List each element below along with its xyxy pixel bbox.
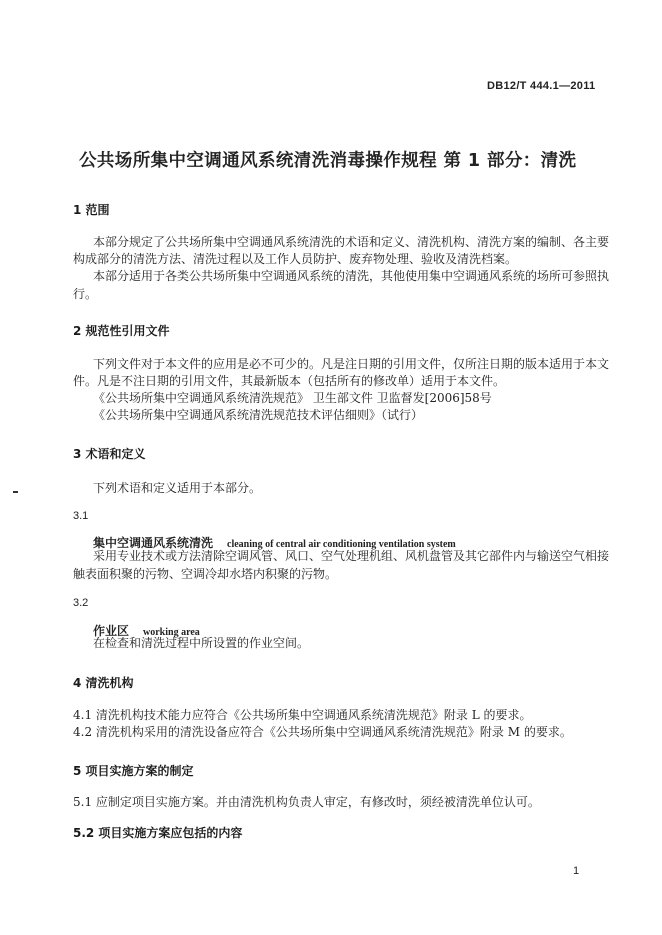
- section-2-paragraph-line-1: 下列文件对于本文件的应用是必不可少的。凡是注日期的引用文件，仅所注日期的版本适用于本文: [93, 357, 610, 371]
- term-3-1-english: cleaning of central air conditioning ventilation system: [227, 539, 456, 550]
- term-3-2-chinese: 作业区: [93, 624, 130, 638]
- standard-code: DB12/T 444.1—2011: [487, 80, 596, 92]
- term-3-1-definition-line-2: 触表面积聚的污物、空调冷却水塔内积聚的污物。: [73, 567, 338, 581]
- section-4-heading: 4 清洗机构: [73, 676, 134, 690]
- section-1-paragraph-2-line-1: 本部分适用于各类公共场所集中空调通风系统的清洗，其他使用集中空调通风系统的场所可参照执: [93, 269, 610, 283]
- clause-4-1: 4.1 清洗机构技术能力应符合《公共场所集中空调通风系统清洗规范》附录 L 的要求。: [73, 708, 532, 722]
- section-2-paragraph-line-2: 件。凡是不注日期的引用文件，其最新版本（包括所有的修改单）适用于本文件。: [73, 374, 506, 388]
- clause-4-2: 4.2 清洗机构采用的清洗设备应符合《公共场所集中空调通风系统清洗规范》附录 M 的要求。: [73, 725, 572, 739]
- margin-mark: [13, 491, 18, 493]
- section-1-paragraph-2-line-2: 行。: [73, 287, 98, 301]
- term-3-2-definition: 在检查和清洗过程中所设置的作业空间。: [93, 636, 310, 650]
- page-number: 1: [573, 865, 580, 877]
- reference-2: 《公共场所集中空调通风系统清洗规范技术评估细则》（试行）: [93, 408, 424, 422]
- section-2-heading: 2 规范性引用文件: [73, 324, 170, 338]
- page-title: 公共场所集中空调通风系统清洗消毒操作规程 第 1 部分：清洗: [79, 151, 577, 171]
- section-3-heading: 3 术语和定义: [73, 447, 146, 461]
- section-5-heading: 5 项目实施方案的制定: [73, 764, 194, 778]
- term-3-1-definition-line-1: 采用专业技术或方法清除空调风管、风口、空气处理机组、风机盘管及其它部件内与输送空气相接: [93, 549, 610, 563]
- term-3-1-number: 3.1: [73, 510, 89, 522]
- term-3-2-number: 3.2: [73, 597, 89, 609]
- clause-5-2: 5.2 项目实施方案应包括的内容: [73, 826, 243, 840]
- section-1-paragraph-1-line-2: 构成部分的清洗方法、清洗过程以及工作人员防护、废弃物处理、验收及清洗档案。: [73, 252, 518, 266]
- term-3-1-chinese: 集中空调通风系统清洗: [93, 536, 214, 550]
- term-3-2-english: working area: [143, 627, 200, 638]
- reference-1: 《公共场所集中空调通风系统清洗规范》 卫生部文件 卫监督发[2006]58号: [93, 391, 492, 405]
- section-3-intro: 下列术语和定义适用于本部分。: [93, 481, 262, 495]
- section-1-heading: 1 范围: [73, 203, 110, 217]
- section-1-paragraph-1-line-1: 本部分规定了公共场所集中空调通风系统清洗的术语和定义、清洗机构、清洗方案的编制、各主要: [93, 235, 610, 249]
- clause-5-1: 5.1 应制定项目实施方案。并由清洗机构负责人审定，有修改时，须经被清洗单位认可。: [73, 795, 540, 809]
